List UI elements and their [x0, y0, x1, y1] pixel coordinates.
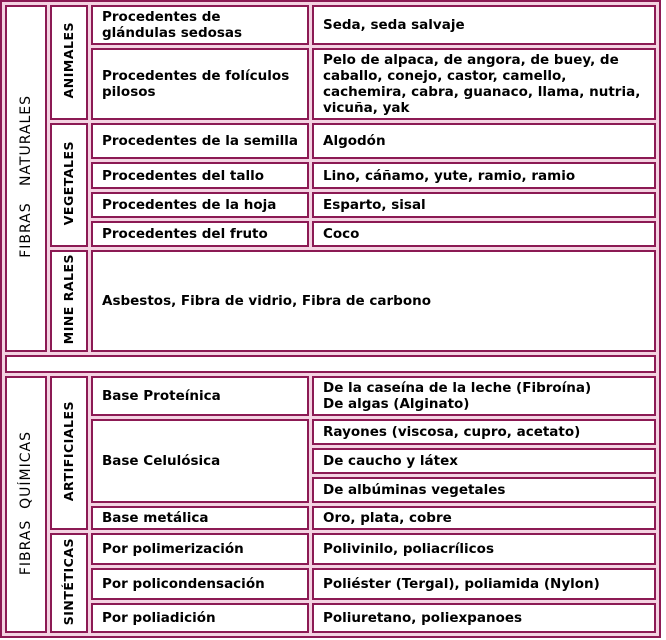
process-cell: Por polimerización: [91, 533, 309, 565]
examples-cell: Pelo de alpaca, de angora, de buey, de caballo, conejo, castor, camello, cachemira, cabra, guanaco, llama, nutria, vicuña, yak: [312, 48, 656, 120]
examples-cell: De albúminas vegetales: [312, 477, 656, 503]
subgroup-minerales-label: MINE RALES: [61, 254, 76, 345]
group-naturales: [5, 5, 47, 352]
subgroup-vegetales-label: VEGETALES: [61, 140, 76, 226]
subgroup-artificiales: [50, 376, 88, 530]
examples-cell: Algodón: [312, 123, 656, 159]
examples-cell: Esparto, sisal: [312, 192, 656, 218]
separator-row: [5, 355, 656, 373]
examples-cell: Lino, cáñamo, yute, ramio, ramio: [312, 162, 656, 189]
separator-cell: [5, 355, 656, 373]
subgroup-minerales: [50, 250, 88, 352]
table-row: [5, 568, 656, 600]
table-row: [5, 192, 656, 218]
examples-cell: Poliéster (Tergal), poliamida (Nylon): [312, 568, 656, 600]
table-row: [5, 221, 656, 247]
group-naturales-label: FIBRAS NATURALES: [18, 95, 34, 259]
base-cell: Base Proteínica: [91, 376, 309, 416]
examples-cell: [312, 376, 656, 416]
table-row: [5, 162, 656, 189]
table-row: [5, 123, 656, 159]
minerales-examples-cell: Asbestos, Fibra de vidrio, Fibra de carbono: [91, 250, 656, 352]
subgroup-vegetales: [50, 123, 88, 247]
examples-cell: Poliuretano, poliexpanoes: [312, 603, 656, 633]
examples-line: De algas (Alginato): [323, 396, 470, 413]
base-cell: Base metálica: [91, 506, 309, 530]
table-row: [5, 376, 656, 416]
table-row: [5, 419, 656, 445]
examples-cell: Seda, seda salvaje: [312, 5, 656, 45]
subgroup-animales: [50, 5, 88, 120]
examples-cell: De caucho y látex: [312, 448, 656, 474]
source-cell: Procedentes de la semilla: [91, 123, 309, 159]
subgroup-sinteticas-label: SINTÉTICAS: [61, 537, 76, 625]
process-cell: Por poliadición: [91, 603, 309, 633]
examples-cell: Polivinilo, poliacrílicos: [312, 533, 656, 565]
examples-cell: Rayones (viscosa, cupro, acetato): [312, 419, 656, 445]
table-row: [5, 533, 656, 565]
examples-line: De la caseína de la leche (Fibroína): [323, 380, 592, 397]
examples-cell: Coco: [312, 221, 656, 247]
subgroup-animales-label: ANIMALES: [61, 22, 76, 99]
group-quimicas-label: FIBRAS QUÍMICAS: [18, 430, 34, 575]
table-row: [5, 48, 656, 120]
table-row: [5, 506, 656, 530]
table-row: [5, 603, 656, 633]
source-cell: Procedentes del tallo: [91, 162, 309, 189]
process-cell: Por policondensación: [91, 568, 309, 600]
table-row: [5, 250, 656, 352]
examples-cell: Oro, plata, cobre: [312, 506, 656, 530]
source-cell: Procedentes del fruto: [91, 221, 309, 247]
subgroup-sinteticas: [50, 533, 88, 633]
source-cell: Procedentes de la hoja: [91, 192, 309, 218]
base-cell: Base Celulósica: [91, 419, 309, 503]
table-row: [5, 5, 656, 45]
source-cell: Procedentes de folículos pilosos: [91, 48, 309, 120]
subgroup-artificiales-label: ARTIFICIALES: [61, 401, 76, 502]
group-quimicas: [5, 376, 47, 633]
source-cell: Procedentes de glándulas sedosas: [91, 5, 309, 45]
